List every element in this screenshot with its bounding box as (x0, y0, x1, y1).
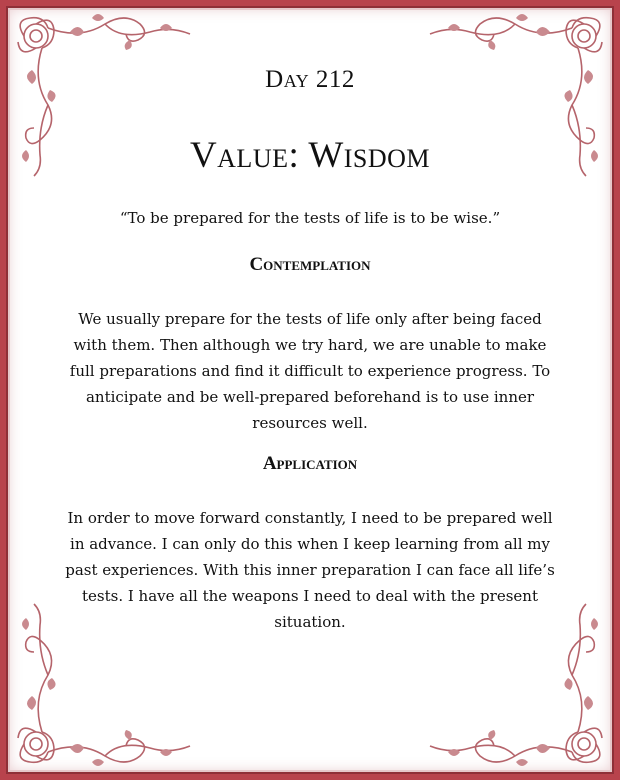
contemplation-text: We usually prepare for the tests of life only after being faced with them. Then although we try hard, we are unable to make full preparations and find it difficult to experience progress. To anticipate and be well-prepared beforehand is to use inner resources well. (69, 310, 551, 432)
application-text: In order to move forward constantly, I need to be prepared well in advance. I can only do this when I keep learning from all my past experiences. With this inner preparation I can face all life’s tests. I have all the weapons I need to deal with the present situation. (65, 509, 555, 631)
quote: “To be prepared for the tests of life is to be wise.” (119, 209, 501, 227)
application-heading: Application (262, 453, 358, 474)
value-title: Value: Wisdom (189, 135, 431, 176)
contemplation-heading: Contemplation (249, 254, 371, 275)
day-title: Day 212 (265, 66, 355, 93)
